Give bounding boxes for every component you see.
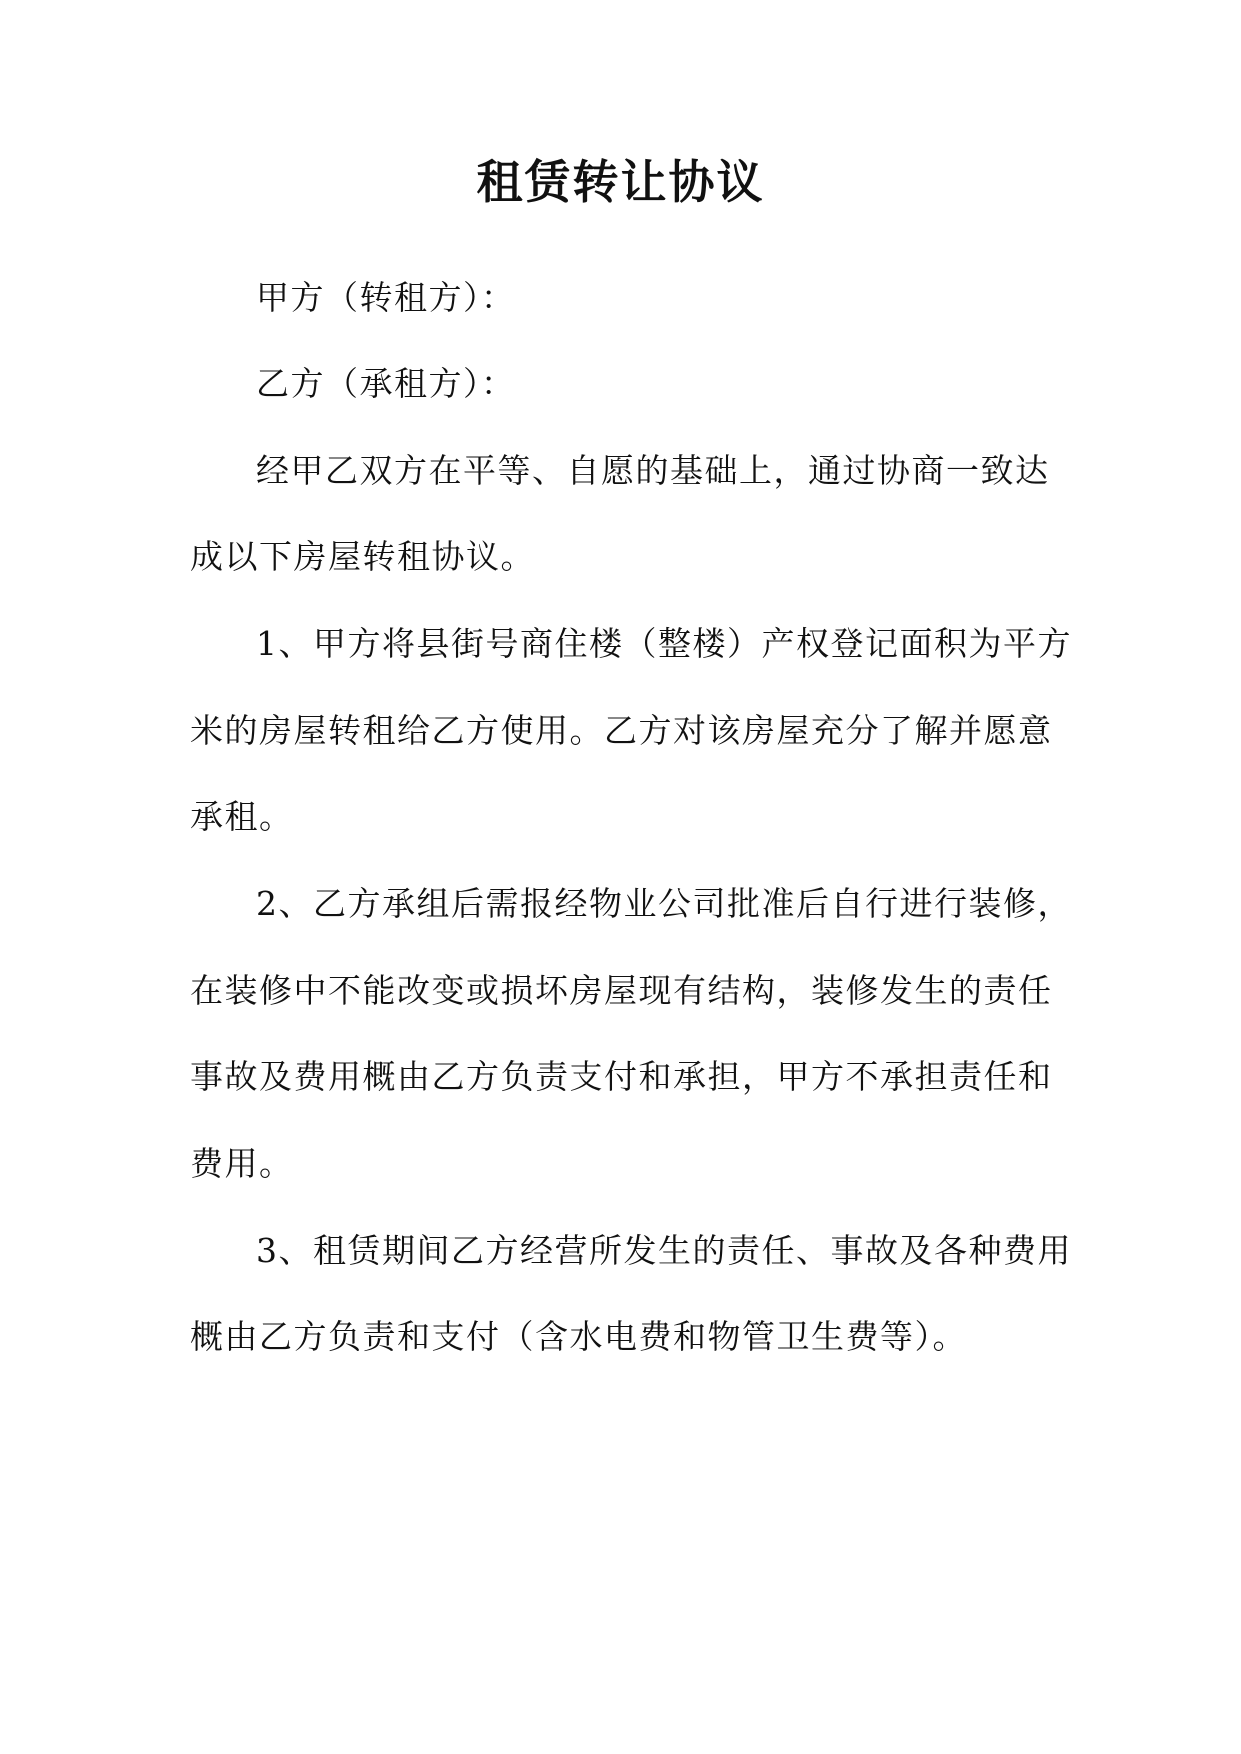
clause-1-line-2: 米的房屋转租给乙方使用。乙方对该房屋充分了解并愿意	[190, 711, 1053, 750]
clause-1-line-3: 承租。	[190, 797, 294, 836]
clause-3-line-2: 概由乙方负责和支付（含水电费和物管卫生费等）。	[190, 1317, 967, 1356]
intro-line-1: 经甲乙双方在平等、自愿的基础上，通过协商一致达	[256, 451, 1050, 490]
clause-3-line-1: 3、租赁期间乙方经营所发生的责任、事故及各种费用	[256, 1231, 1072, 1270]
clause-1-line-1: 1、甲方将县街号商住楼（整楼）产权登记面积为平方	[256, 624, 1072, 663]
clause-2-line-3: 事故及费用概由乙方负责支付和承担，甲方不承担责任和	[190, 1057, 1053, 1096]
clause-2-line-4: 费用。	[190, 1144, 294, 1183]
document-title: 租赁转让协议	[476, 155, 765, 209]
clause-2-line-1: 2、乙方承组后需报经物业公司批准后自行进行装修，	[256, 884, 1072, 923]
party-b-line: 乙方（承租方）：	[256, 364, 516, 403]
party-a-line: 甲方（转租方）：	[256, 278, 516, 317]
clause-2-line-2: 在装修中不能改变或损坏房屋现有结构，装修发生的责任	[190, 971, 1053, 1010]
intro-line-2: 成以下房屋转租协议。	[190, 537, 535, 576]
